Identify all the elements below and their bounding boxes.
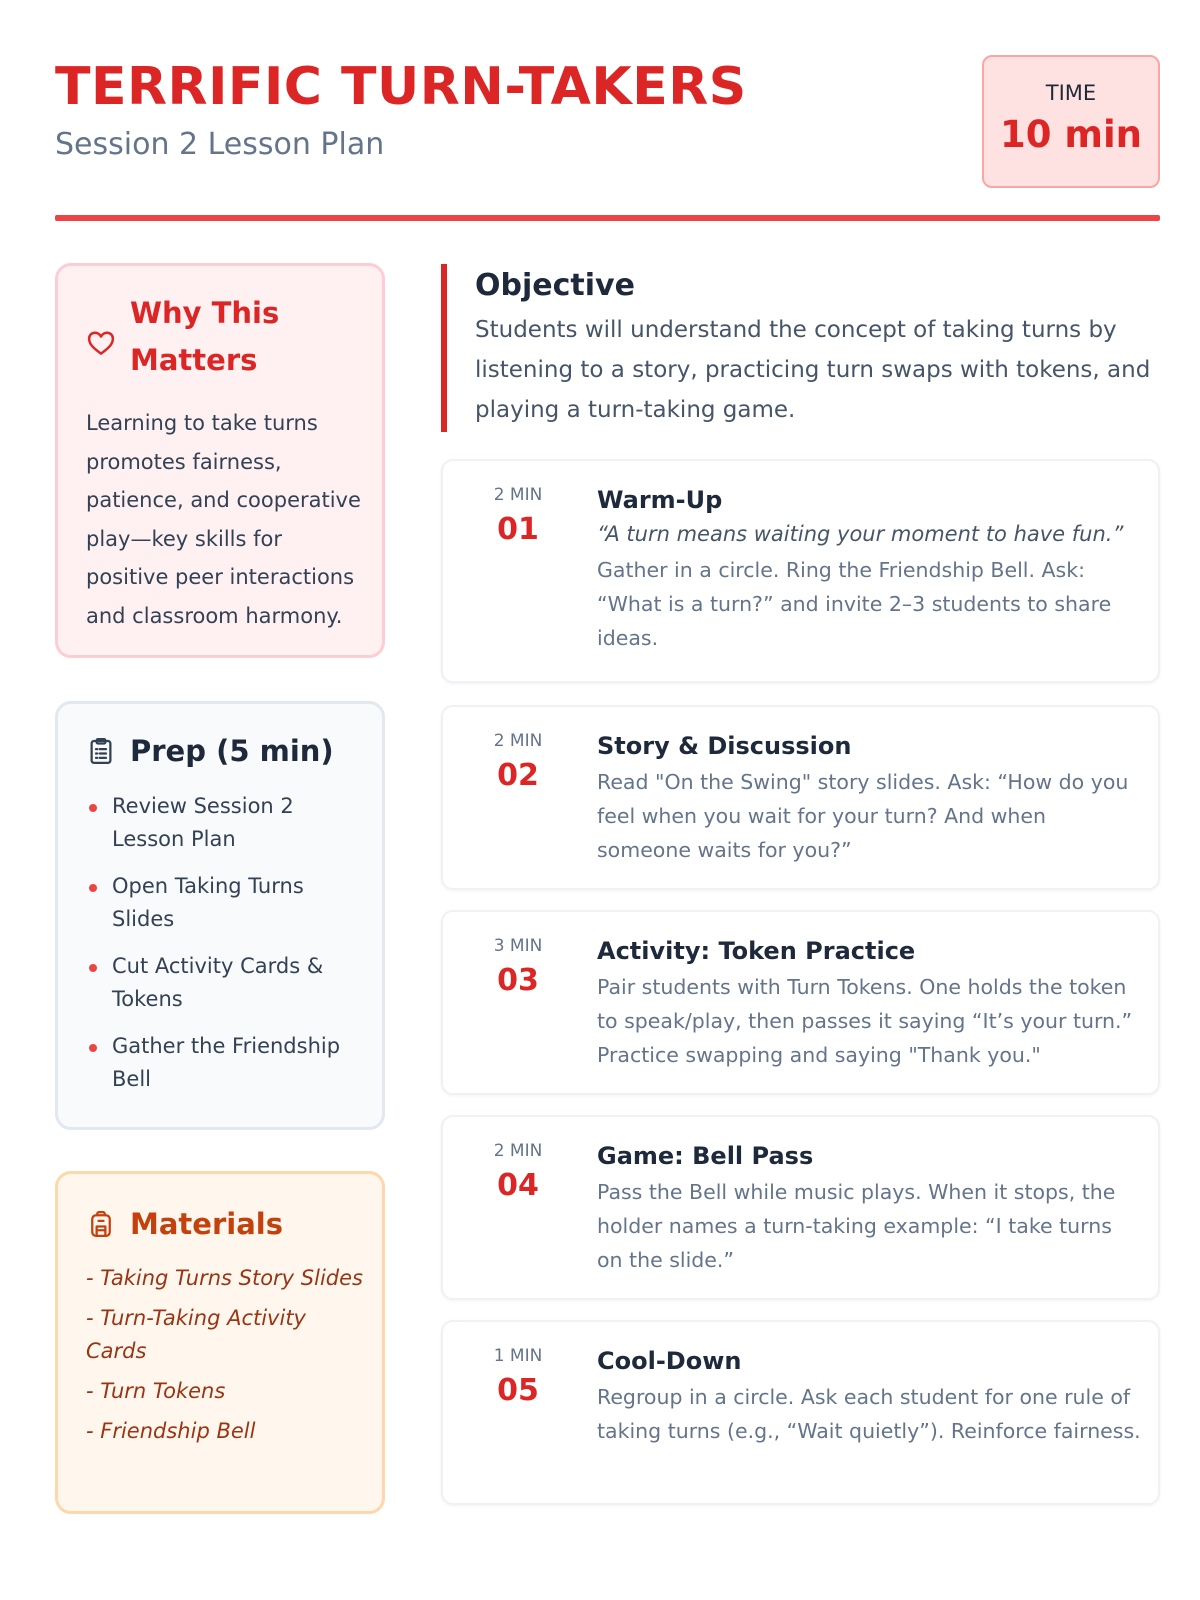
list-item: Review Session 2 Lesson Plan xyxy=(86,790,366,856)
step-title: Activity: Token Practice xyxy=(597,937,916,965)
step-card-03 xyxy=(441,910,1160,1095)
prep-card xyxy=(55,701,385,1130)
objective-text: Students will understand the concept of taking turns by listening to a story, practicing turn swaps with tokens, and playing a turn-taking game. xyxy=(475,317,1151,423)
step-card-04 xyxy=(441,1115,1160,1300)
page-title: TERRIFIC TURN-TAKERS xyxy=(55,57,747,117)
backpack-icon xyxy=(86,1209,116,1239)
why-title: Why This Matters xyxy=(130,296,280,377)
materials-header xyxy=(86,1207,283,1241)
list-item: - Turn Tokens xyxy=(86,1379,226,1403)
why-body: Learning to take turns promotes fairness, patience, and cooperative play—key skills for positive peer interactions and classroom harmony. xyxy=(86,411,361,628)
step-title: Cool-Down xyxy=(597,1347,742,1375)
step-text: Read "On the Swing" story slides. Ask: “How do you feel when you wait for your turn? And when someone waits for you?” xyxy=(597,770,1129,862)
materials-card xyxy=(55,1171,385,1514)
step-duration: 2 MIN xyxy=(493,485,543,505)
list-item: - Friendship Bell xyxy=(86,1419,256,1443)
objective-section xyxy=(441,264,1161,432)
step-number: 04 xyxy=(497,1168,539,1203)
step-body xyxy=(597,1344,1142,1448)
objective-title: Objective xyxy=(475,268,635,303)
list-item: - Turn-Taking Activity Cards xyxy=(86,1306,306,1363)
list-item: Gather the Friendship Bell xyxy=(86,1030,366,1096)
step-number: 02 xyxy=(497,758,539,793)
time-value: 10 min xyxy=(1000,113,1142,156)
materials-list xyxy=(86,1262,371,1455)
step-body xyxy=(597,934,1142,1072)
step-title: Warm-Up xyxy=(597,486,723,514)
step-title: Game: Bell Pass xyxy=(597,1142,814,1170)
step-duration: 2 MIN xyxy=(493,731,543,751)
clipboard-icon xyxy=(86,736,116,766)
step-body xyxy=(597,729,1142,867)
step-card-02 xyxy=(441,705,1160,890)
list-item: - Taking Turns Story Slides xyxy=(86,1266,363,1290)
page-header xyxy=(55,55,1160,190)
page-subtitle: Session 2 Lesson Plan xyxy=(55,127,385,162)
step-body xyxy=(597,483,1142,655)
step-duration: 3 MIN xyxy=(493,936,543,956)
time-badge xyxy=(982,55,1160,188)
heart-icon xyxy=(86,328,116,358)
step-number: 01 xyxy=(497,512,539,547)
step-text: Regroup in a circle. Ask each student for one rule of taking turns (e.g., “Wait quietly”). Reinforce fairness. xyxy=(597,1385,1141,1443)
step-text: Pass the Bell while music plays. When it stops, the holder names a turn-taking example: “I take turns on the slide.” xyxy=(597,1180,1116,1272)
step-duration: 2 MIN xyxy=(493,1141,543,1161)
prep-title: Prep (5 min) xyxy=(130,734,334,768)
step-number: 05 xyxy=(497,1373,539,1408)
step-card-05 xyxy=(441,1320,1160,1505)
step-quote: “A turn means waiting your moment to have fun.” xyxy=(597,522,1124,546)
list-item: Cut Activity Cards & Tokens xyxy=(86,950,366,1016)
why-this-matters-card xyxy=(55,263,385,658)
time-label: TIME xyxy=(1045,81,1097,105)
list-item: Open Taking Turns Slides xyxy=(86,870,366,936)
step-duration: 1 MIN xyxy=(493,1346,543,1366)
step-body xyxy=(597,1139,1142,1277)
step-number: 03 xyxy=(497,963,539,998)
prep-header xyxy=(86,734,334,768)
materials-title: Materials xyxy=(130,1207,283,1241)
step-title: Story & Discussion xyxy=(597,732,852,760)
step-card-01 xyxy=(441,459,1160,683)
step-text: Gather in a circle. Ring the Friendship Bell. Ask: “What is a turn?” and invite 2–3 students to share ideas. xyxy=(597,558,1112,650)
step-text: Pair students with Turn Tokens. One holds the token to speak/play, then passes it saying “It’s your turn.” Practice swapping and saying "Thank you." xyxy=(597,975,1133,1067)
prep-list xyxy=(86,790,366,1110)
header-divider xyxy=(55,215,1160,221)
